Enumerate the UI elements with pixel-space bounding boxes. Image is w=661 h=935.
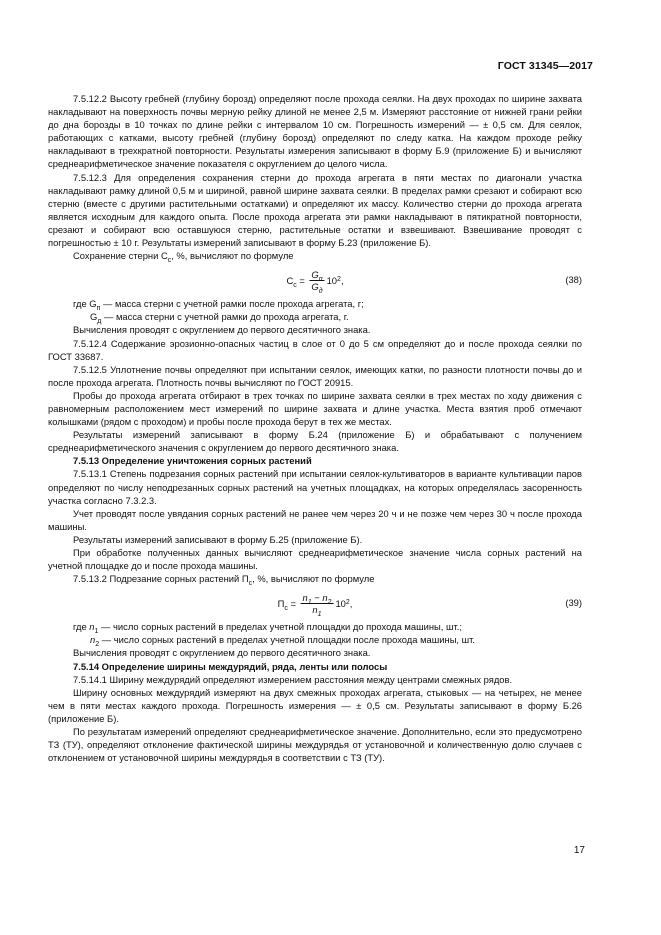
formula-number: (39) <box>565 597 582 609</box>
paragraph: 7.5.14.1 Ширину междурядий определяют измерением расстояния между центрами смежных рядов. <box>73 673 513 685</box>
paragraph: 7.5.12.5 Уплотнение почвы определяют при испытании сеялок, имеющих катки, по разности плотности почвы до и после прохода агрегата. Плотность почвы вычисляют по ГОСТ 20915. <box>48 363 582 388</box>
paragraph: 7.5.13.1 Степень подрезания сорных растений при испытании сеялок-культиваторов в варианте культивации паров определяют по числу неподрезанных сорных растений на учетных площадках, на которых определялась засоренность участка согласно 7.3.2.3. <box>48 468 582 506</box>
paragraph: 7.5.12.4 Содержание эрозионно-опасных частиц в слое от 0 до 5 см определяют до и после прохода сеялки по ГОСТ 33687. <box>48 337 582 362</box>
page-number: 17 <box>573 845 585 856</box>
paragraph: Вычисления проводят с округлением до первого десятичного знака. <box>73 324 371 336</box>
paragraph: При обработке полученных данных вычисляют среднеарифметическое значение числа сорных растений на учетной площадке до и после прохода машины. <box>48 547 582 572</box>
formula-fraction: $\frac{G_п}{G_д}$ <box>311 268 323 295</box>
formula-legend: $n_2$ — число сорных растений в пределах учетной площадки после прохода машины, шт. <box>90 634 476 649</box>
formula-39: $П_с$ = $\frac{n_1 - n_2}{n_1}$ 10 2 , (39) <box>277 591 582 618</box>
document-header: ГОСТ 31345—2017 <box>497 60 593 72</box>
formula-lhs: $П_с$ <box>277 597 288 612</box>
paragraph: Результаты измерений записывают в форму Б.24 (приложение Б) и обрабатывают с получением среднеарифметического значения с округлением до первого десятичного знака. <box>48 429 582 454</box>
paragraph: 7.5.13.2 Подрезание сорных растений $П_с$, %, вычисляют по формуле <box>73 573 375 588</box>
formula-legend: где $n_1$ — число сорных растений в пределах учетной площадки до прохода машины, шт.; <box>73 621 462 636</box>
paragraph: 7.5.12.3 Для определения сохранения стерни до прохода агрегата в пяти местах по диагонали участка накладывают рамку длиной 0,5 м и шириной, равной ширине захвата сеялки. В пределах рамки срезают и собирают всю стерню (вместе с другими растительными остатками) и определяют их массу. Количество стерни до прохода агрегата является исходным для каждого опыта. После прохода агрегата эти рамки накладывают в пятикратной повторности, срезают и собирают всю оставшуюся стерню, растительные остатки и взвешивают. Взвешивание проводят с погрешностью ± 10 г. Результаты измерений записывают в форму Б.23 (приложение Б). <box>48 171 582 249</box>
formula-legend: где $G_п$ — масса стерни с учетной рамки после прохода агрегата, г; <box>73 298 364 313</box>
formula-number: (38) <box>565 274 582 286</box>
paragraph: Вычисления проводят с округлением до первого десятичного знака. <box>73 647 371 659</box>
formula-38: $С_с$ = $\frac{G_п}{G_д}$ 10 2 , (38) <box>286 268 582 295</box>
formula-lhs: $С_с$ <box>286 274 297 289</box>
paragraph: Учет проводят после увядания сорных растений не ранее чем через 20 ч и не позже чем через 30 ч после прохода машины. <box>48 507 582 532</box>
document-body <box>48 92 582 764</box>
paragraph: По результатам измерений определяют среднеарифметическое значение. Дополнительно, если это предусмотрено ТЗ (ТУ), определяют отклонение фактической ширины междурядья от установочной и количественную долю случаев с отклонением от установочной ширины междурядья в соответствии с ТЗ (ТУ). <box>48 726 582 764</box>
section-heading: 7.5.13 Определение уничтожения сорных растений <box>73 455 312 467</box>
paragraph: Ширину основных междурядий измеряют на двух смежных проходах агрегата, стыковых — на четырех, не менее чем в пяти местах каждого прохода. Погрешность измерения — ± 0,5 см. Результаты записывают в форму Б.26 (приложение Б). <box>48 686 582 724</box>
formula-fraction: $\frac{n_1 - n_2}{n_1}$ <box>302 591 332 618</box>
section-heading: 7.5.14 Определение ширины междурядий, ряда, ленты или полосы <box>73 660 388 672</box>
paragraph: 7.5.12.2 Высоту гребней (глубину борозд) определяют после прохода сеялки. На двух проходах по ширине захвата накладывают на поверхность почвы мерную рейку длиной не менее 2,5 м. Измеряют расстояние от нижней грани рейки до дна борозды в 10 точках по длине рейки с интервалом 10 см. Погрешность измерений — ± 0,5 см. Для сеялок, работающих с катками, высоту гребней (глубину борозд) определяют по следу катка. На каждом проходе рейку накладывают в трехкратной повторности. Результаты измерения записывают в форму Б.9 (приложение Б) и вычисляют среднеарифметическое значение показателя с округлением до целого числа. <box>48 93 582 170</box>
paragraph: Результаты измерений записывают в форму Б.25 (приложение Б). <box>73 533 363 545</box>
formula-legend: $G_д$ — масса стерни с учетной рамки до прохода агрегата, г. <box>90 311 349 326</box>
paragraph: Сохранение стерни $С_с$, %, вычисляют по формуле <box>73 250 294 264</box>
paragraph: Пробы до прохода агрегата отбирают в трех точках по ширине захвата сеялки в трех местах по ходу движения с равномерным расположением мест измерений по ширине захвата и длине участка. Места взятия проб отмечают колышками (рядом с проходом) и пробы после прохода берут в тех же местах. <box>48 389 582 428</box>
